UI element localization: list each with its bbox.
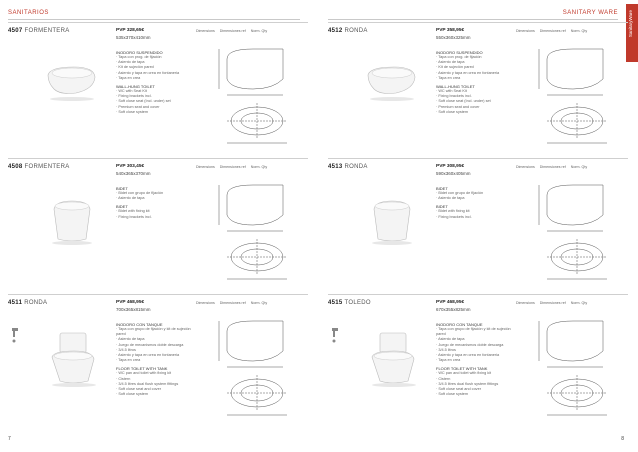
drawing-panel xyxy=(213,311,303,421)
feature-text: Tapa en crea xyxy=(438,75,461,80)
spec-icon-label: Dimensions xyxy=(516,301,535,305)
product-code: 4507 xyxy=(8,28,23,34)
product-code: 4515 xyxy=(328,300,343,306)
bullet: · xyxy=(116,104,119,109)
drawing-panel xyxy=(533,39,623,149)
bullet: · xyxy=(436,347,439,352)
bullet: · xyxy=(436,109,439,114)
section-title: INODORO SUSPENDIDO xyxy=(116,50,163,55)
feature-text: Asiento de tapa xyxy=(438,60,465,65)
product-title xyxy=(328,164,368,170)
feature-text: Fixing brackets incl. xyxy=(118,214,152,219)
product-code: 4512 xyxy=(328,28,343,34)
feature-text: Soft close system xyxy=(438,392,469,397)
bullet: · xyxy=(436,327,439,331)
bullet: · xyxy=(116,387,119,392)
product-photo xyxy=(360,189,422,249)
bullet: · xyxy=(116,337,119,342)
bullet: · xyxy=(436,104,439,109)
product-name: RONDA xyxy=(344,164,368,170)
bullet: · xyxy=(116,209,119,214)
bullet: · xyxy=(116,214,119,219)
feature-item xyxy=(436,76,514,81)
feature-text: Soft close seat and cover xyxy=(118,387,161,392)
feature-text: Tapa con grupo de fijación y kit de sujeción pared xyxy=(436,327,511,337)
product-name: TOLEDO xyxy=(344,300,371,306)
section-title: BIDET xyxy=(116,204,128,210)
product-photo xyxy=(40,329,102,389)
product-dimensions: 700x365x815mm xyxy=(116,307,151,312)
bullet: · xyxy=(116,376,119,381)
wall-toilet-photo xyxy=(40,53,102,113)
bullet: · xyxy=(116,196,119,201)
feature-text: Kit de sujeción pared xyxy=(438,65,474,70)
product-block xyxy=(328,22,628,157)
bullet: · xyxy=(436,99,439,104)
technical-drawing xyxy=(213,311,303,421)
product-title xyxy=(8,164,70,170)
faucet-icon xyxy=(328,325,342,345)
bullet: · xyxy=(436,55,439,59)
feature-text: Bidet con grupo de fijación xyxy=(438,191,484,195)
feature-text: Soft close system xyxy=(118,109,149,114)
product-code: 4508 xyxy=(8,164,23,170)
product-price: PVP 308,95€ xyxy=(436,164,465,169)
feature-text: Tapa en crea xyxy=(118,358,141,363)
bullet: · xyxy=(116,358,119,363)
technical-drawing xyxy=(533,175,623,285)
feature-text: Tapa en crea xyxy=(118,75,141,80)
feature-text: Kit de sujeción pared xyxy=(118,65,154,70)
bullet: · xyxy=(436,70,439,75)
spec-icon-label: Norm. Qty xyxy=(570,165,588,169)
feature-item xyxy=(436,196,514,201)
feature-text: Asiento y tapa en crea en fontaneria xyxy=(118,70,180,75)
bullet: · xyxy=(436,387,439,392)
product-photo xyxy=(40,53,102,113)
bullet: · xyxy=(436,214,439,219)
feature-item xyxy=(436,327,514,337)
bullet: · xyxy=(436,196,439,201)
feature-text: 3/4.5 litros xyxy=(118,347,136,352)
feature-text: Juego de mecanismos doble descarga xyxy=(438,342,504,347)
bullet: · xyxy=(116,99,119,104)
bullet: · xyxy=(116,55,119,59)
feature-text: WC with Seat Kit xyxy=(438,89,467,94)
spec-icon-label: Dimensiones ref xyxy=(219,301,246,305)
section-title: BIDET xyxy=(436,186,448,191)
product-name: FORMENTERA xyxy=(24,28,70,34)
feature-text: Fixing brackets incl. xyxy=(118,94,152,99)
product-block xyxy=(8,22,308,157)
product-block xyxy=(328,294,628,429)
feature-text: Soft close seat (Incl. under) set xyxy=(438,99,491,104)
feature-text: Premium seat and cover xyxy=(438,104,480,109)
spec-icon-label: Dimensiones ref xyxy=(539,165,566,169)
product-details xyxy=(116,319,194,397)
spec-icon-label: Dimensiones ref xyxy=(219,29,246,33)
spec-icon-label: Dimensions xyxy=(196,165,215,169)
product-price: PVP 468,95€ xyxy=(116,300,145,305)
section-title: INODORO CON TANQUE xyxy=(116,322,163,327)
feature-text: 3/4.5 litres dual flush system fittings xyxy=(118,381,179,386)
bullet: · xyxy=(436,371,439,376)
product-block xyxy=(328,158,628,293)
bullet: · xyxy=(116,347,119,352)
spec-icon-label: Dimensiones ref xyxy=(539,29,566,33)
section-title: INODORO CON TANQUE xyxy=(436,322,483,327)
feature-text: WC pan and toilet with fixing kit xyxy=(118,371,172,376)
product-name: RONDA xyxy=(344,28,368,34)
section-title: WALL-HUNG TOILET xyxy=(116,84,155,90)
product-dimensions: 550x360x325mm xyxy=(436,35,471,40)
technical-drawing xyxy=(533,39,623,149)
bullet: · xyxy=(116,94,119,99)
feature-item xyxy=(116,358,194,363)
spec-icon-label: Dimensiones ref xyxy=(219,165,246,169)
feature-item xyxy=(436,358,514,363)
feature-text: Asiento de tapa xyxy=(438,196,465,201)
feature-text: Fixing brackets incl. xyxy=(438,94,472,99)
product-details xyxy=(436,319,514,397)
product-details xyxy=(116,183,194,220)
spec-icons xyxy=(196,301,272,305)
spec-icon-label: Dimensions xyxy=(516,165,535,169)
feature-item xyxy=(116,196,194,201)
feature-text: Soft close system xyxy=(118,392,149,397)
product-details xyxy=(436,183,514,220)
bullet: · xyxy=(116,353,119,358)
feature-text: Soft close seat and cover xyxy=(438,387,481,392)
technical-drawing xyxy=(213,39,303,149)
spec-icon-label: Norm. Qty xyxy=(250,301,268,305)
bullet: · xyxy=(436,353,439,358)
bullet: · xyxy=(116,75,119,80)
drawing-panel xyxy=(213,175,303,285)
section-title: BIDET xyxy=(116,186,128,191)
drawing-panel xyxy=(533,311,623,421)
feature-item xyxy=(436,215,514,220)
bullet: · xyxy=(116,381,119,386)
bullet: · xyxy=(436,75,439,80)
section-tab: SanitaryWare xyxy=(626,4,638,62)
feature-text: Soft close system xyxy=(438,109,469,114)
feature-item xyxy=(116,76,194,81)
feature-text: Asiento de tapa xyxy=(118,60,145,65)
product-price: PVP 468,95€ xyxy=(436,300,465,305)
product-title xyxy=(328,28,368,34)
product-price: PVP 328,65€ xyxy=(116,28,145,33)
feature-text: Soft close seat (Incl. under) set xyxy=(118,99,171,104)
bullet: · xyxy=(436,191,439,195)
bullet: · xyxy=(436,89,439,94)
product-photo xyxy=(40,189,102,249)
bullet: · xyxy=(116,327,119,331)
bullet: · xyxy=(116,89,119,94)
feature-text: Cistern xyxy=(118,376,131,381)
feature-text: Bidet with fixing kit xyxy=(118,209,150,214)
feature-text: Asiento y tapa en crea en fontaneria xyxy=(438,353,500,358)
bullet: · xyxy=(436,94,439,99)
spec-icons xyxy=(516,301,592,305)
section-title: WALL-HUNG TOILET xyxy=(436,84,475,90)
feature-item xyxy=(436,110,514,115)
bullet: · xyxy=(436,392,439,397)
faucet-icon xyxy=(8,325,22,345)
close-coupled-photo xyxy=(360,329,422,389)
feature-text: Asiento de tapa xyxy=(438,337,465,342)
section-title: FLOOR TOILET WITH TANK xyxy=(436,366,488,372)
bidet-photo xyxy=(360,189,422,249)
product-name: FORMENTERA xyxy=(24,164,70,170)
bullet: · xyxy=(436,60,439,65)
bullet: · xyxy=(436,209,439,214)
spec-icon-label: Norm. Qty xyxy=(570,29,588,33)
product-photo xyxy=(360,53,422,113)
product-details xyxy=(436,47,514,115)
feature-text: Cistern xyxy=(438,376,451,381)
spec-icons xyxy=(516,165,592,169)
feature-text: Bidet with fixing kit xyxy=(438,209,470,214)
product-title xyxy=(8,300,47,306)
technical-drawing xyxy=(533,311,623,421)
bullet: · xyxy=(436,376,439,381)
section-title: FLOOR TOILET WITH TANK xyxy=(116,366,168,372)
bullet: · xyxy=(436,342,439,347)
bullet: · xyxy=(116,70,119,75)
spec-icons xyxy=(516,29,592,33)
feature-text: Tapa con grupo de fijación y kit de sujeción pared xyxy=(116,327,191,337)
wall-toilet-photo xyxy=(360,53,422,113)
spec-icon-label: Dimensions xyxy=(516,29,535,33)
feature-text: WC pan and toilet with fixing kit xyxy=(438,371,492,376)
page-number-left: 7 xyxy=(8,436,11,442)
feature-text: Tapa con prog. de fijación xyxy=(438,55,482,59)
feature-text: Asiento y tapa en crea en fontaneria xyxy=(438,70,500,75)
product-dimensions: 540x365x370mm xyxy=(116,171,151,176)
feature-text: Tapa con prog. de fijación xyxy=(118,55,162,59)
close-coupled-photo xyxy=(40,329,102,389)
feature-item xyxy=(436,392,514,397)
bullet: · xyxy=(116,342,119,347)
spec-icon-label: Dimensiones ref xyxy=(539,301,566,305)
feature-text: WC with Seat Kit xyxy=(118,89,147,94)
feature-text: Asiento de tapa xyxy=(118,196,145,201)
spec-icons xyxy=(196,29,272,33)
product-price: PVP 358,95€ xyxy=(436,28,465,33)
feature-text: Asiento y tapa en crea en fontaneria xyxy=(118,353,180,358)
product-dimensions: 535x370x410mm xyxy=(116,35,151,40)
header-rule-right xyxy=(328,19,618,20)
feature-item xyxy=(116,392,194,397)
feature-text: 3/4.5 litros xyxy=(438,347,456,352)
feature-text: Premium seat and cover xyxy=(118,104,160,109)
product-photo xyxy=(360,329,422,389)
bullet: · xyxy=(436,358,439,363)
spec-icon-label: Norm. Qty xyxy=(250,29,268,33)
product-code: 4511 xyxy=(8,300,23,306)
header-left-title: SANITARIOS xyxy=(8,10,49,16)
feature-text: Fixing brackets incl. xyxy=(438,214,472,219)
bullet: · xyxy=(436,337,439,342)
header-rule-left xyxy=(8,19,300,20)
feature-text: Juego de mecanismos doble descarga xyxy=(118,342,184,347)
product-name: RONDA xyxy=(24,300,48,306)
product-code: 4513 xyxy=(328,164,343,170)
bullet: · xyxy=(116,371,119,376)
product-details xyxy=(116,47,194,115)
product-block xyxy=(8,294,308,429)
spec-icon-label: Dimensions xyxy=(196,301,215,305)
feature-text: Asiento de tapa xyxy=(118,337,145,342)
header-right-title: SANITARY WARE xyxy=(562,10,618,16)
bullet: · xyxy=(116,191,119,195)
page-number-right: 8 xyxy=(621,436,624,442)
faucet-badge xyxy=(328,325,342,345)
drawing-panel xyxy=(213,39,303,149)
bullet: · xyxy=(116,65,119,70)
technical-drawing xyxy=(213,175,303,285)
section-title: BIDET xyxy=(436,204,448,210)
spec-icon-label: Norm. Qty xyxy=(250,165,268,169)
spec-icons xyxy=(196,165,272,169)
bullet: · xyxy=(116,392,119,397)
feature-item xyxy=(116,110,194,115)
feature-text: Tapa en crea xyxy=(438,358,461,363)
bullet: · xyxy=(116,60,119,65)
bullet: · xyxy=(436,65,439,70)
feature-text: 3/4.5 litres dual flush system fittings xyxy=(438,381,499,386)
product-price: PVP 303,45€ xyxy=(116,164,145,169)
bidet-photo xyxy=(40,189,102,249)
product-block xyxy=(8,158,308,293)
feature-text: Bidet con grupo de fijación xyxy=(118,191,164,195)
product-dimensions: 590x360x405mm xyxy=(436,171,471,176)
spec-icon-label: Norm. Qty xyxy=(570,301,588,305)
section-title: INODORO SUSPENDIDO xyxy=(436,50,483,55)
faucet-badge xyxy=(8,325,22,345)
bullet: · xyxy=(436,381,439,386)
feature-item xyxy=(116,215,194,220)
drawing-panel xyxy=(533,175,623,285)
product-title xyxy=(328,300,371,306)
feature-item xyxy=(116,327,194,337)
product-dimensions: 670x355x825mm xyxy=(436,307,471,312)
product-title xyxy=(8,28,70,34)
bullet: · xyxy=(116,109,119,114)
spec-icon-label: Dimensions xyxy=(196,29,215,33)
